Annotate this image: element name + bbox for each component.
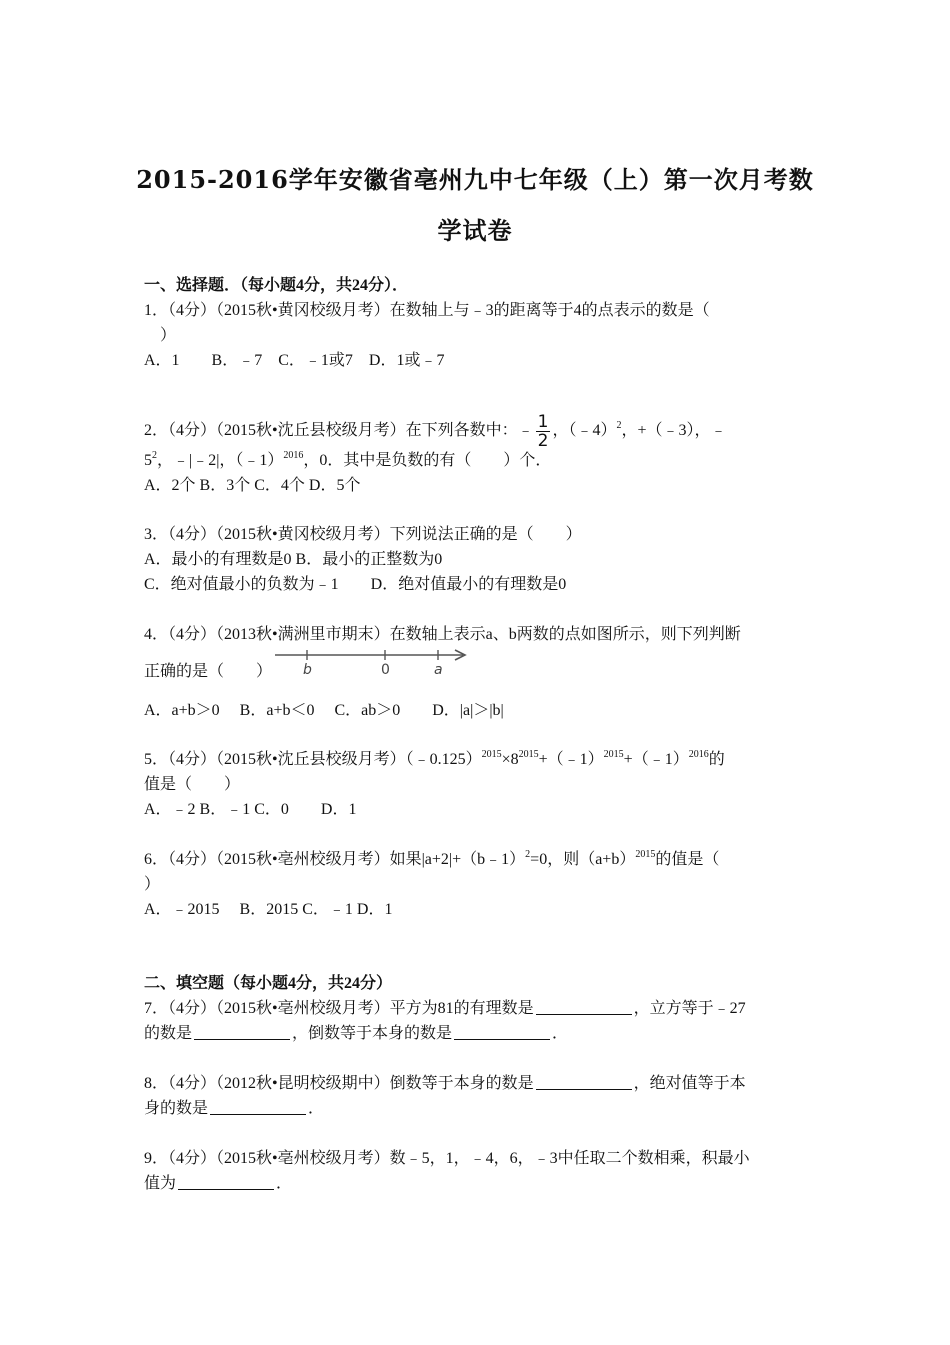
label-a: a — [434, 662, 443, 678]
exam-title-line1: 2015-2016学年安徽省亳州九中七年级（上）第一次月考数 — [136, 165, 814, 194]
fraction-one-half — [536, 413, 551, 450]
question-7-line2-c: ． — [552, 1025, 569, 1042]
question-4-cont: 正确的是（ ） — [144, 663, 273, 680]
exponent: 2015 — [635, 849, 656, 860]
question-8-text-a: 8．（4分）（2012秋•昆明校级期中）倒数等于本身的数是 — [144, 1075, 534, 1092]
exponent: 2016 — [688, 749, 709, 760]
question-4-text: 4．（4分）（2013秋•满洲里市期末）在数轴上表示a、b两数的点如图所示，则下列判断 — [144, 626, 741, 643]
question-3-options-1: A．最小的有理数是0 B．最小的正整数为0 — [144, 551, 443, 568]
question-7-line2 — [144, 1024, 568, 1044]
exponent: 2015 — [518, 749, 539, 760]
question-8-line2 — [144, 1099, 324, 1119]
fraction-numerator: 1 — [537, 412, 549, 432]
number-line-figure — [275, 644, 475, 678]
question-2-text-a: 2．（4分）（2015秋•沈丘县校级月考）在下列各数中：﹣ — [144, 422, 534, 440]
question-2-options: A．2个 B．3个 C．4个 D．5个 — [144, 477, 361, 494]
question-2-line2 — [144, 451, 551, 471]
label-b: b — [303, 662, 312, 678]
question-3-text: 3．（4分）（2015秋•黄冈校级月考）下列说法正确的是（ ） — [144, 526, 582, 543]
question-5-text-d: +（﹣1） — [623, 751, 689, 768]
label-zero: 0 — [381, 662, 390, 678]
question-4-options: A．a+b＞0 B．a+b＜0 C．ab＞0 D．|a|＞|b| — [144, 702, 504, 719]
question-2-line2-c: ，0．其中是负数的有（ ）个． — [303, 452, 552, 469]
question-7-line2-b: ，倒数等于本身的数是 — [292, 1025, 453, 1042]
question-8-line2-b: ． — [308, 1100, 325, 1117]
answer-blank[interactable] — [454, 1025, 550, 1040]
question-3-options-2: C．绝对值最小的负数为﹣1 D．绝对值最小的有理数是0 — [144, 576, 567, 593]
exponent: 2 — [616, 420, 622, 432]
question-6-line1 — [144, 850, 719, 870]
question-2-line2-a: 5 — [144, 452, 152, 469]
question-1-options: A．1 B．﹣7 C．﹣1或7 D．1或﹣7 — [144, 352, 445, 369]
question-8-line1 — [144, 1074, 746, 1094]
answer-blank[interactable] — [536, 1075, 632, 1090]
question-1-cont: ） — [160, 327, 177, 344]
question-6-text-a: 6．（4分）（2015秋•亳州校级月考）如果|a+2|+（b﹣1） — [144, 851, 526, 868]
section-heading-fill: 二、填空题（每小题4分，共24分） — [144, 975, 393, 992]
answer-blank[interactable] — [194, 1025, 290, 1040]
question-5-options: A．﹣2 B．﹣1 C．0 D．1 — [144, 801, 357, 818]
question-5-line1 — [144, 750, 725, 770]
question-8-text-b: ，绝对值等于本 — [633, 1075, 746, 1092]
question-6-options: A．﹣2015 B．2015 C．﹣1 D．1 — [144, 901, 393, 918]
question-5-cont: 值是（ ） — [144, 776, 241, 793]
question-7-line2-a: 的数是 — [144, 1025, 193, 1042]
question-7-line1 — [144, 999, 746, 1019]
question-7-text-b: ，立方等于﹣27 — [633, 1000, 746, 1017]
exponent: 2015 — [481, 749, 502, 760]
question-9-line2-b: ． — [276, 1175, 293, 1192]
question-2-line2-b: ，﹣|﹣2|，（﹣1） — [157, 452, 284, 469]
question-7-text-a: 7．（4分）（2015秋•亳州校级月考）平方为81的有理数是 — [144, 1000, 534, 1017]
fraction-denominator: 2 — [537, 431, 549, 451]
section-heading-choice: 一、选择题．（每小题4分，共24分）． — [144, 277, 409, 294]
exponent: 2015 — [603, 749, 624, 760]
answer-blank[interactable] — [536, 1000, 632, 1015]
question-9-line2 — [144, 1174, 292, 1194]
answer-blank[interactable] — [178, 1175, 274, 1190]
answer-blank[interactable] — [210, 1100, 306, 1115]
question-6-text-c: 的值是（ — [655, 851, 720, 868]
exponent: 2 — [152, 450, 157, 461]
question-2-text-b: ，（﹣4） — [552, 422, 617, 440]
question-5-text-e: 的 — [708, 751, 725, 768]
question-5-text-a: 5．（4分）（2015秋•沈丘县校级月考）（﹣0.125） — [144, 751, 482, 768]
question-5-text-c: +（﹣1） — [538, 751, 604, 768]
question-6-text-b: =0，则（a+b） — [530, 851, 636, 868]
exponent: 2 — [525, 849, 531, 860]
question-5-text-b: ×8 — [501, 751, 519, 768]
question-2-text-c: ，+（﹣3），﹣ — [621, 422, 727, 440]
question-1-text: 1．（4分）（2015秋•黄冈校级月考）在数轴上与﹣3的距离等于4的点表示的数是（ — [144, 302, 710, 319]
question-9-text: 9．（4分）（2015秋•亳州校级月考）数﹣5，1，﹣4，6，﹣3中任取二个数相乘，积最小 — [144, 1150, 750, 1167]
exam-title-line2: 学试卷 — [437, 216, 513, 245]
exponent: 2016 — [283, 450, 304, 461]
question-9-line2-a: 值为 — [144, 1175, 177, 1192]
question-8-line2-a: 身的数是 — [144, 1100, 209, 1117]
question-6-cont: ） — [144, 876, 161, 893]
question-2-line1 — [144, 413, 726, 450]
